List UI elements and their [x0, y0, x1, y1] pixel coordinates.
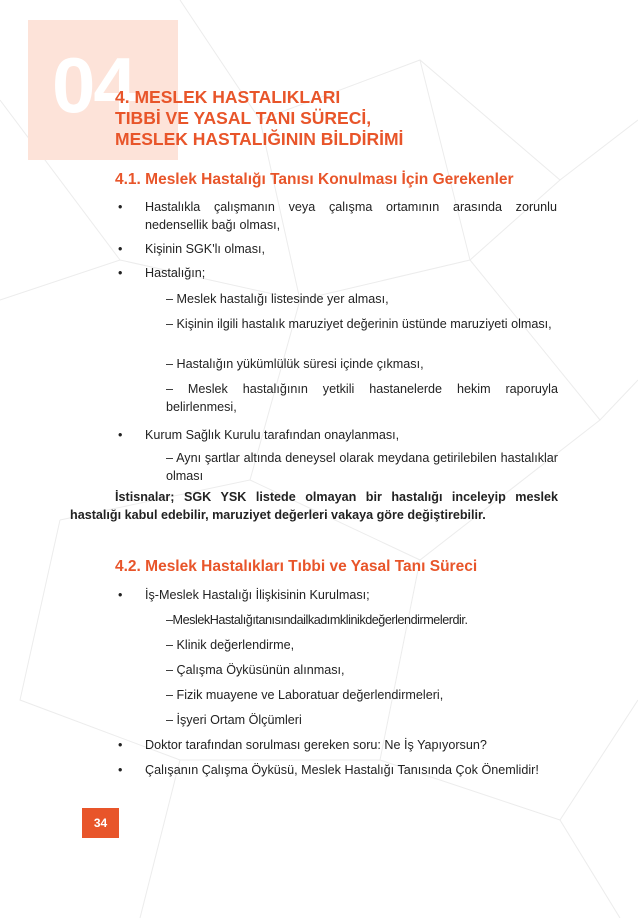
sub-list-item: – Klinik değerlendirme,	[166, 638, 295, 652]
sub-list-item: – Meslek hastalığının yetkili hastanelerde hekim raporuyla belirlenmesi,	[166, 382, 558, 414]
chapter-title	[115, 87, 403, 150]
sub-list-item: – Aynı şartlar altında deneysel olarak meydana getirilebilen hastalıklar olması	[166, 451, 558, 483]
sub-list-item: – Hastalığın yükümlülük süresi içinde çıkması,	[166, 357, 424, 371]
chapter-title-line: MESLEK HASTALIĞININ BİLDİRİMİ	[115, 129, 404, 149]
list-item-text: İş-Meslek Hastalığı İlişkisinin Kurulması;	[145, 588, 370, 602]
list-item-text: Hastalıkla çalışmanın veya çalışma ortamının arasında zorunlu nedensellik bağı olması,	[145, 200, 557, 232]
chapter-title-line: 4. MESLEK HASTALIKLARI	[115, 87, 341, 107]
chapter-number: 04	[52, 41, 135, 129]
sub-list-item: –MeslekHastalığıtanısındailkadımklinikdeğerlendirmelerdir.	[166, 613, 468, 627]
sub-list-item: – Fizik muayene ve Laboratuar değerlendirmeleri,	[166, 688, 444, 702]
bullet-icon: •	[118, 588, 123, 602]
page-number-badge	[82, 808, 119, 838]
exceptions-paragraph: İstisnalar; SGK YSK listede olmayan bir hastalığı inceleyip meslek hastalığı kabul edebilir, maruziyet değerleri vakaya göre değiştirebilir.	[70, 490, 558, 522]
sub-list-item: – Meslek hastalığı listesinde yer alması,	[166, 292, 389, 306]
list-item-text: Kurum Sağlık Kurulu tarafından onaylanması,	[145, 428, 400, 442]
sub-list-item: – Kişinin ilgili hastalık maruziyet değerinin üstünde maruziyeti olması,	[166, 317, 552, 331]
bullet-icon: •	[118, 200, 123, 214]
section-heading-4-2: 4.2. Meslek Hastalıkları Tıbbi ve Yasal Tanı Süreci	[115, 558, 478, 575]
bullet-icon: •	[118, 428, 123, 442]
page-number: 34	[93, 816, 108, 830]
bullet-icon: •	[118, 763, 123, 777]
bullet-icon: •	[118, 266, 123, 280]
sub-list-item: – İşyeri Ortam Ölçümleri	[166, 713, 302, 727]
sub-list-item: – Çalışma Öyküsünün alınması,	[166, 663, 345, 677]
list-item-text: Çalışanın Çalışma Öyküsü, Meslek Hastalığı Tanısında Çok Önemlidir!	[145, 763, 539, 777]
chapter-title-line: TIBBİ VE YASAL TANI SÜRECİ,	[115, 108, 372, 128]
list-item-text: Hastalığın;	[145, 266, 206, 280]
list-item-text: Kişinin SGK'lı olması,	[145, 242, 265, 256]
list-item-text: Doktor tarafından sorulması gereken soru: Ne İş Yapıyorsun?	[145, 738, 487, 752]
section-heading-4-1: 4.1. Meslek Hastalığı Tanısı Konulması İçin Gerekenler	[115, 171, 514, 188]
bullet-icon: •	[118, 242, 123, 256]
bullet-icon: •	[118, 738, 123, 752]
